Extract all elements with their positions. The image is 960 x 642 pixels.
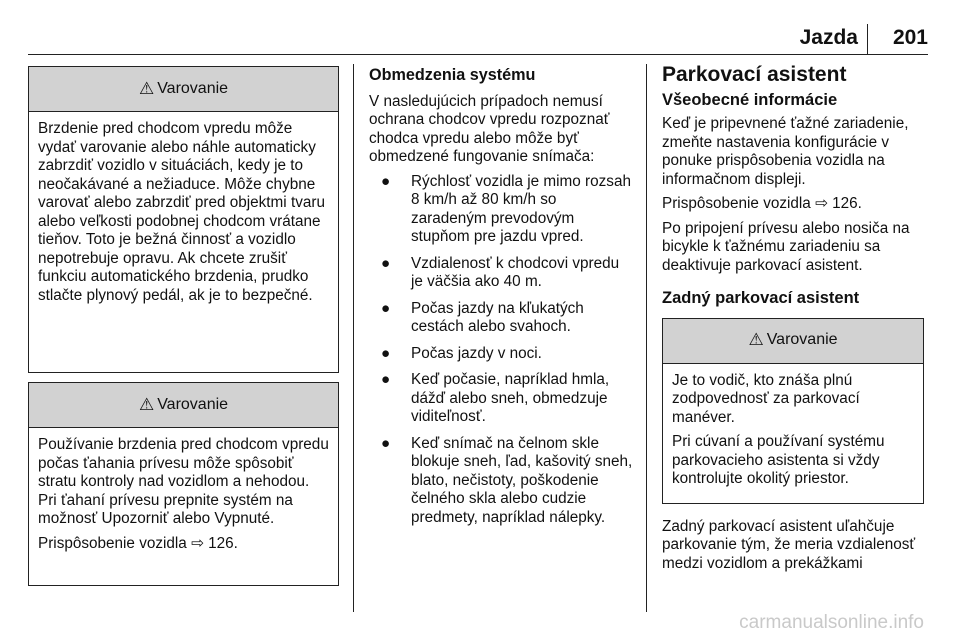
warning-text: Je to vodič, kto znáša plnú zodpovednosť za parkovací manéver.: [672, 371, 860, 426]
bullet-icon: ●: [381, 299, 391, 317]
warning-triangle-icon: ⚠: [748, 330, 764, 350]
warning-triangle-icon: ⚠: [138, 79, 155, 98]
middle-column: [369, 66, 635, 535]
list-item: ● Počas jazdy v noci.: [381, 344, 542, 362]
paragraph: Po pripojení prívesu alebo nosiča na bicykle k ťažnému zariadeniu sa deaktivuje parkovací asistent.: [662, 219, 910, 274]
list-item: ● Vzdialenosť k chodcovi vpredu je väčšia ako 40 m.: [381, 254, 620, 290]
watermark: carmanualsonline.info: [739, 612, 924, 633]
bullet-icon: ●: [381, 344, 391, 362]
warning-header: [29, 67, 338, 112]
cross-reference[interactable]: [662, 195, 930, 214]
page-header: [28, 24, 928, 54]
warning-text: Pri cúvaní a používaní systému parkovacieho asistenta si vždy kontrolujte okolitý priestor.: [672, 433, 885, 487]
warning-box-braking: [28, 66, 339, 373]
reference-page: 126.: [832, 195, 862, 212]
column-divider-right: [646, 64, 647, 612]
right-column: [662, 63, 930, 579]
bullet-icon: ●: [381, 371, 391, 388]
list-item: ● Keď počasie, napríklad hmla, dážď alebo sneh, obmedzuje viditeľnosť.: [381, 371, 610, 425]
limitations-list: [369, 173, 635, 528]
warning-label: Varovanie: [157, 80, 229, 97]
warning-triangle-icon: ⚠: [138, 395, 155, 414]
warning-header: [29, 383, 338, 428]
section-title: Jazda: [799, 26, 858, 49]
list-item: ● Keď snímač na čelnom skle blokuje sneh, ľad, kašovitý sneh, blato, nečistoty, poškodenie čelného skla alebo cudzie predmety, napríklad nálepky.: [381, 434, 633, 526]
bullet-icon: ●: [381, 254, 391, 272]
reference-text: Prispôsobenie vozidla: [38, 534, 187, 552]
warning-text: Brzdenie pred chodcom vpredu môže vydať varovanie alebo náhle automaticky zabrzdiť vozidlo v situáciách, kedy je to neočakávané a nežiaduce. Môže chybne varovať alebo zabrzdiť pred objektmi tvaru alebo veľkosti podobnej chodcom vrátane tieňov. Toto je bežná činnosť a vozidlo nepotrebuje opravu. Ak chcete zrušiť funkciu automatického brzdenia, prudko stlačte plynový pedál, ak je to bezpečné.: [38, 120, 325, 304]
subsection-heading: Všeobecné informácie: [662, 90, 838, 109]
warning-text: Používanie brzdenia pred chodcom vpredu počas ťahania prívesu môže spôsobiť stratu kontroly nad vozidlom a nehodou. Pri ťahaní prívesu prepnite systém na možnosť Upozorniť alebo Vypnuté.: [38, 436, 329, 527]
intro-paragraph: V nasledujúcich prípadoch nemusí ochrana chodcov vpredu rozpoznať chodca vpredu alebo môže byť obmedzené fungovanie snímača:: [369, 92, 610, 165]
cross-reference[interactable]: [38, 535, 329, 554]
header-divider: [867, 24, 868, 54]
bullet-icon: ●: [381, 172, 391, 190]
reference-page: 126.: [208, 534, 238, 552]
column-divider-left: [353, 64, 354, 612]
section-heading: Obmedzenia systému: [369, 66, 536, 84]
list-item: ● Počas jazdy na kľukatých cestách alebo svahoch.: [381, 299, 584, 335]
reference-text: Prispôsobenie vozidla: [662, 195, 811, 212]
section-title-parking: Parkovací asistent: [662, 63, 847, 86]
warning-label: Varovanie: [766, 331, 838, 349]
warning-header: [663, 319, 923, 364]
header-rule: [28, 54, 928, 55]
paragraph: Keď je pripevnené ťažné zariadenie, zmeňte nastavenia konfigurácie v ponuke prispôsobenia vozidla na informačnom displeji.: [662, 115, 909, 188]
page-number: 201: [892, 26, 928, 49]
warning-box-parking: [662, 318, 924, 504]
page-reference-arrow-icon: ⇨: [191, 534, 204, 552]
warning-label: Varovanie: [157, 396, 229, 413]
warning-box-trailer: [28, 382, 339, 586]
subsection-heading-rear: Zadný parkovací asistent: [662, 289, 860, 307]
paragraph: Zadný parkovací asistent uľahčuje parkovanie tým, že meria vzdialenosť medzi vozidlom a prekážkami: [662, 517, 916, 572]
page-reference-arrow-icon: ⇨: [815, 195, 828, 212]
list-item: ● Rýchlosť vozidla je mimo rozsah 8 km/h až 80 km/h so zaradeným prevodovým stupňom pre jazdu vpred.: [381, 172, 631, 245]
bullet-icon: ●: [381, 434, 391, 452]
